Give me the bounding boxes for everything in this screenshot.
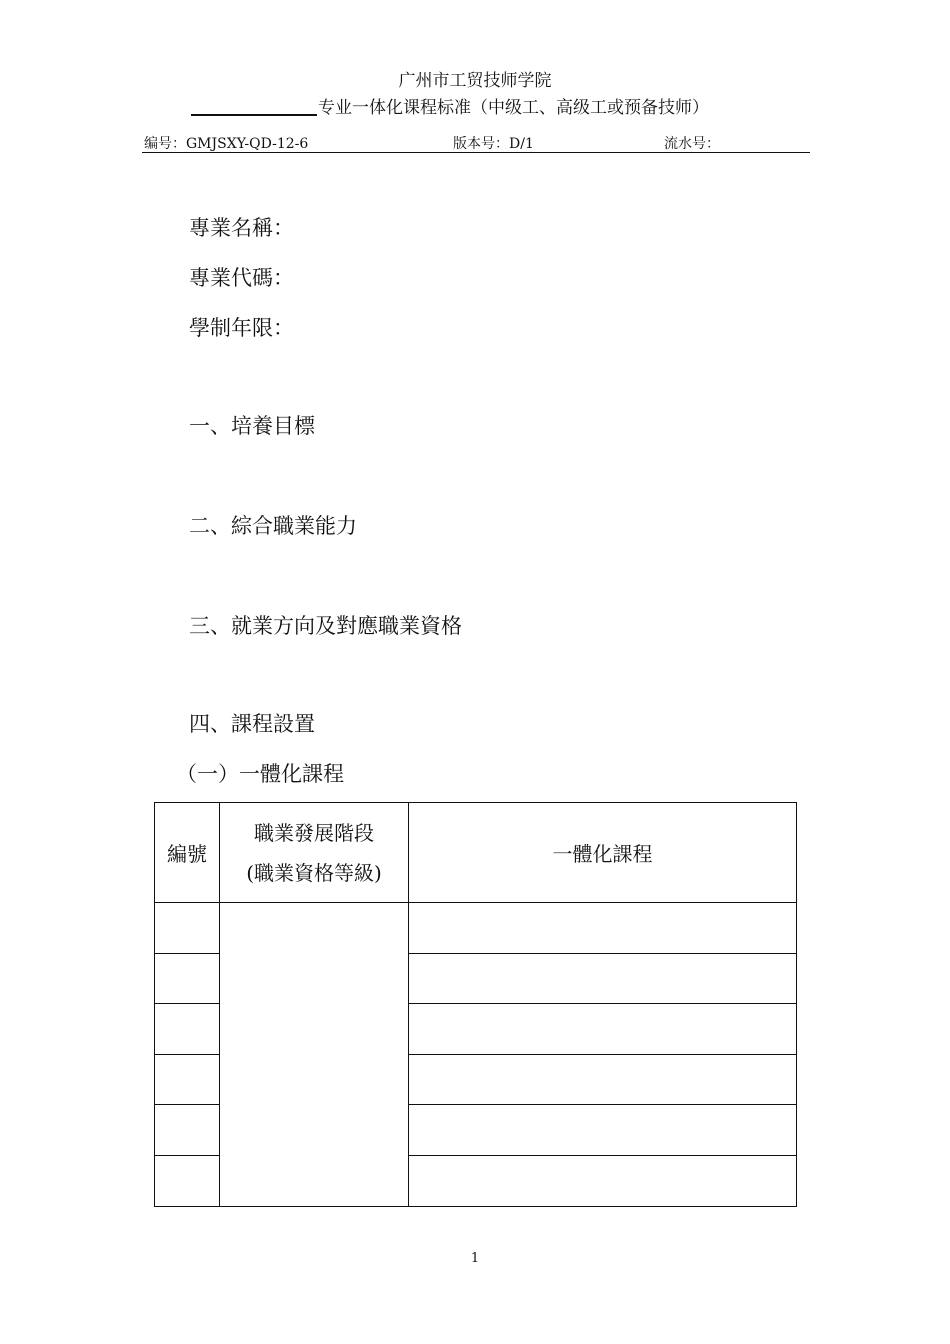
major-blank-line bbox=[191, 114, 317, 116]
number-cell bbox=[155, 1004, 220, 1055]
number-cell bbox=[155, 1054, 220, 1105]
header-stage bbox=[220, 803, 409, 903]
table-header-row bbox=[155, 803, 797, 903]
course-table bbox=[154, 802, 797, 1207]
stage-cell bbox=[220, 903, 409, 1207]
table-row bbox=[155, 903, 797, 954]
number-cell bbox=[155, 953, 220, 1004]
number-cell bbox=[155, 1105, 220, 1156]
number-cell bbox=[155, 1155, 220, 1206]
course-cell bbox=[409, 1054, 797, 1105]
major-code-label: 專業代碼： bbox=[189, 266, 294, 290]
header-stage-line1: 職業發展階段 bbox=[254, 820, 374, 845]
number-cell bbox=[155, 903, 220, 954]
major-name-label: 專業名稱： bbox=[189, 216, 294, 240]
page-number: 1 bbox=[470, 1251, 480, 1266]
course-cell bbox=[409, 1155, 797, 1206]
section-vocational-ability: 二、綜合職業能力 bbox=[189, 514, 357, 538]
serial-number: 流水号： bbox=[664, 136, 720, 152]
section-employment-direction: 三、就業方向及對應職業資格 bbox=[189, 614, 462, 638]
version-number: 版本号：D/1 bbox=[453, 136, 534, 152]
course-cell bbox=[409, 903, 797, 954]
course-cell bbox=[409, 953, 797, 1004]
institution-title: 广州市工贸技师学院 bbox=[398, 71, 552, 91]
subsection-integrated-courses: （一）一體化課程 bbox=[176, 762, 344, 786]
course-cell bbox=[409, 1004, 797, 1055]
section-training-goals: 一、培養目標 bbox=[189, 414, 315, 438]
header-number: 編號 bbox=[155, 803, 220, 903]
course-cell bbox=[409, 1105, 797, 1156]
header-stage-line2: (職業資格等級) bbox=[246, 860, 382, 885]
section-course-setup: 四、課程設置 bbox=[189, 712, 315, 736]
document-code: 编号：GMJSXY-QD-12-6 bbox=[144, 136, 309, 152]
standard-title: 专业一体化课程标准（中级工、高级工或预备技师） bbox=[318, 98, 709, 118]
duration-label: 學制年限： bbox=[189, 316, 294, 340]
header-course: 一體化課程 bbox=[409, 803, 797, 903]
header-rule bbox=[142, 152, 810, 153]
